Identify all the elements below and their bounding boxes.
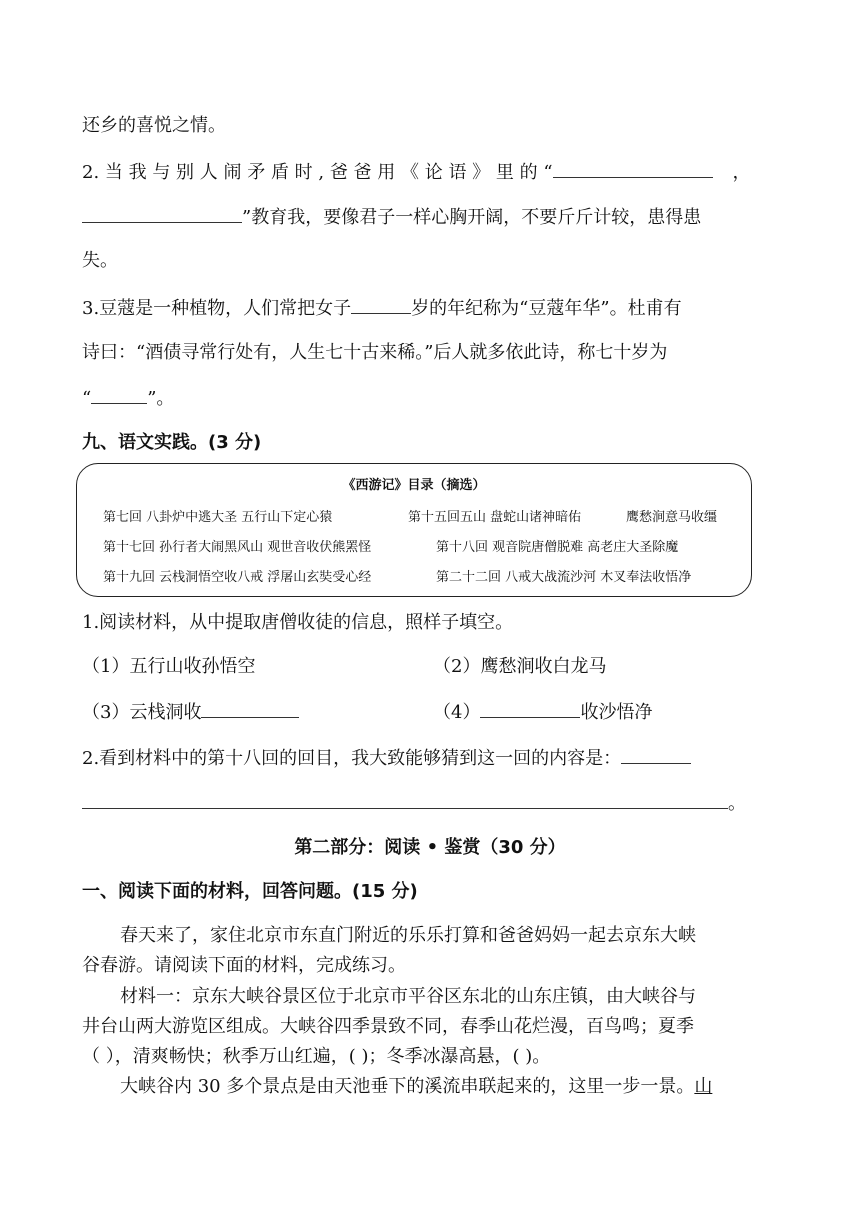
q2-text: 2.看到材料中的第十八回的回目，我大致能够猜到这一回的内容是： bbox=[82, 748, 622, 769]
q8-item2-line3: 失。 bbox=[82, 250, 118, 271]
part2-heading: 第二部分：阅读 • 鉴赏（30 分） bbox=[294, 837, 566, 858]
passage-line: （ ），清爽畅快；秋季万山红遍，( )；冬季冰瀑高悬，( )。 bbox=[82, 1046, 551, 1067]
q2-end: 。 bbox=[728, 793, 746, 814]
toc-title: 《西游记》目录（摘选） bbox=[342, 478, 486, 493]
answer-blank[interactable] bbox=[82, 204, 242, 223]
toc-entry: 第十五回五山 盘蛇山诸神暗佑 bbox=[408, 510, 582, 525]
q8-item3-text2: 岁的年纪称为“豆蔻年华”。杜甫有 bbox=[411, 298, 682, 319]
answer-blank[interactable] bbox=[621, 745, 691, 764]
journey-west-toc-box bbox=[76, 463, 752, 597]
toc-entry: 第十八回 观音院唐僧脱难 高老庄大圣除魔 bbox=[436, 540, 679, 555]
section9-heading: 九、语文实践。(3 分) bbox=[82, 432, 262, 453]
passage-line: 材料一：京东大峡谷景区位于北京市平谷区东北的山东庄镇，由大峡谷与 bbox=[120, 986, 696, 1007]
q8-item2-text2: ”教育我，要像君子一样心胸开阔，不要斤斤计较，患得患 bbox=[242, 207, 702, 228]
q8-item2-comma: ， bbox=[732, 162, 751, 183]
answer-blank[interactable] bbox=[553, 159, 713, 178]
answer-blank[interactable] bbox=[351, 295, 411, 314]
passage-text: 大峡谷内 30 多个景点是由天池垂下的溪流串联起来的，这里一步一景。 bbox=[120, 1076, 695, 1097]
q8-item3-text: 3.豆蔻是一种植物，人们常把女子 bbox=[82, 298, 352, 319]
q8-item2-line2 bbox=[82, 204, 701, 231]
answer-blank[interactable] bbox=[91, 385, 147, 404]
part2-sub-heading: 一、阅读下面的材料，回答问题。(15 分) bbox=[82, 881, 418, 902]
answer-blank[interactable] bbox=[201, 699, 299, 718]
section9-q2-line2 bbox=[82, 790, 746, 817]
open-quote: “ bbox=[82, 388, 92, 409]
passage-line bbox=[120, 1074, 712, 1100]
passage-line: 谷春游。请阅读下面的材料，完成练习。 bbox=[82, 955, 406, 976]
q8-line0: 还乡的喜悦之情。 bbox=[82, 115, 226, 136]
passage-line: 春天来了，家住北京市东直门附近的乐乐打算和爸爸妈妈一起去京东大峡 bbox=[120, 925, 696, 946]
q8-item3-line3 bbox=[82, 385, 174, 412]
q8-item2-line1 bbox=[82, 159, 751, 186]
close-quote: ”。 bbox=[147, 388, 175, 409]
answer-blank[interactable] bbox=[480, 699, 580, 718]
q1-item-4 bbox=[433, 699, 652, 726]
q1-item-3-text: （3）云栈洞收 bbox=[82, 702, 202, 723]
q1-item-4-text2: 收沙悟净 bbox=[580, 702, 653, 723]
toc-entry: 第十七回 孙行者大闹黑风山 观世音收伏熊罴怪 bbox=[103, 540, 372, 555]
q8-item2-text: 2. 当 我 与 别 人 闹 矛 盾 时 , 爸 爸 用 《 论 语 》 里 的 “ bbox=[82, 162, 553, 183]
q1-item-1: （1）五行山收孙悟空 bbox=[82, 656, 256, 677]
toc-entry: 第二十二回 八戒大战流沙河 木叉奉法收悟净 bbox=[436, 570, 692, 585]
q1-item-2: （2）鹰愁涧收白龙马 bbox=[433, 656, 607, 677]
section9-q2 bbox=[82, 745, 691, 772]
q1-item-3 bbox=[82, 699, 299, 726]
q8-item3-line2: 诗曰：“酒债寻常行处有，人生七十古来稀。”后人就多依此诗，称七十岁为 bbox=[82, 342, 668, 363]
section9-q1: 1.阅读材料，从中提取唐僧收徒的信息，照样子填空。 bbox=[82, 612, 514, 633]
q1-item-4-text: （4） bbox=[433, 702, 481, 723]
passage-line: 井台山两大游览区组成。大峡谷四季景致不同，春季山花烂漫，百鸟鸣；夏季 bbox=[82, 1016, 694, 1037]
answer-blank[interactable] bbox=[82, 790, 728, 809]
q8-item3-line1 bbox=[82, 295, 682, 322]
toc-entry: 鹰愁涧意马收缰 bbox=[626, 510, 718, 525]
toc-entry: 第十九回 云栈洞悟空收八戒 浮屠山玄奘受心经 bbox=[103, 570, 372, 585]
toc-entry: 第七回 八卦炉中逃大圣 五行山下定心猿 bbox=[103, 510, 333, 525]
underlined-text: 山 bbox=[694, 1076, 713, 1097]
